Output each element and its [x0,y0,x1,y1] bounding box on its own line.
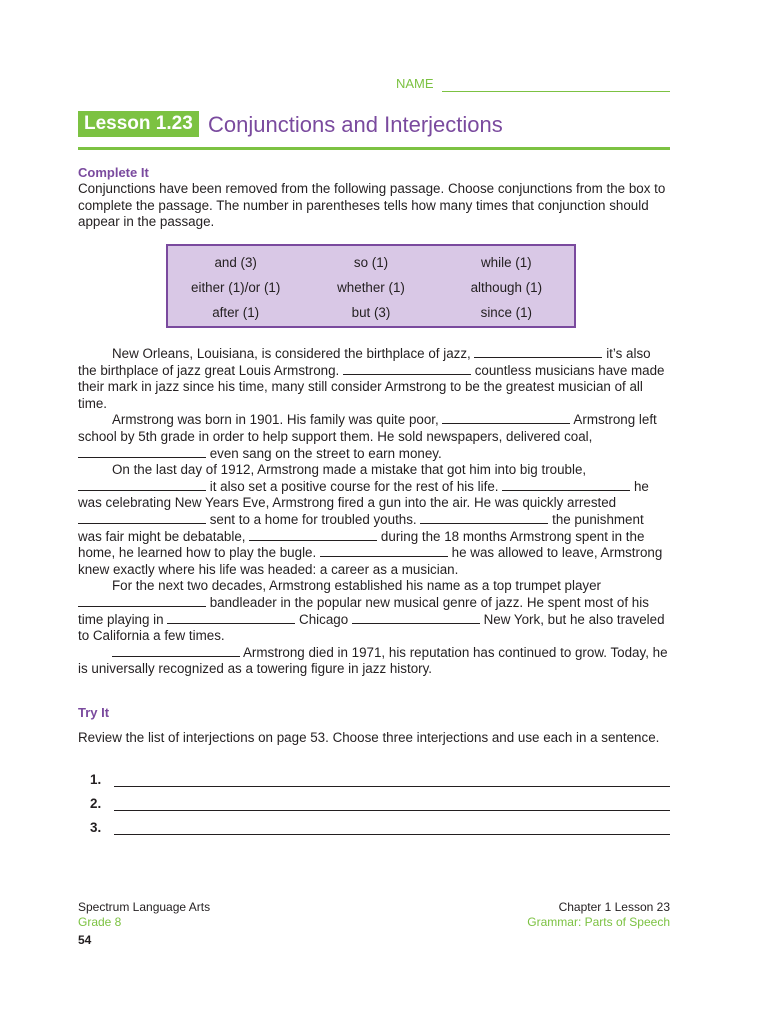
passage-text: Armstrong was born in 1901. His family was quite poor, [112,412,443,428]
sentence-answer-line[interactable] [90,820,670,835]
item-number: 2. [90,796,102,811]
passage-text: Chicago [295,611,352,627]
answer-blank[interactable] [352,612,480,624]
word-box-item: since (1) [480,305,532,320]
answer-blank[interactable] [502,479,630,491]
word-box-row [168,275,574,300]
answer-blank[interactable] [78,479,206,491]
footer-left [78,900,210,930]
passage-text: countless musicians have made their mark in jazz since his time, many still consider Armstrong to be the greatest musician of all time. [78,362,665,411]
answer-blank[interactable] [343,363,471,375]
grade-label: Grade 8 [78,915,122,929]
lesson-title: Conjunctions and Interjections [208,112,503,137]
passage-text: For the next two decades, Armstrong established his name as a top trumpet player [112,578,602,594]
word-box-item: after (1) [212,305,260,320]
answer-blank[interactable] [112,645,240,657]
item-number: 1. [90,772,102,787]
passage-text: On the last day of 1912, Armstrong made a mistake that got him into big trouble, [112,462,587,478]
passage-paragraph [78,412,670,462]
answer-blank[interactable] [249,529,377,541]
passage-text: it’s also the birthplace of jazz great Louis Armstrong. [78,346,651,378]
word-box-row [168,250,574,275]
topic-label: Grammar: Parts of Speech [527,915,670,929]
answer-line[interactable] [114,774,670,787]
passage-paragraph [78,578,670,644]
passage-text: even sang on the street to earn money. [206,445,442,461]
footer-right [527,900,670,930]
word-box-item: whether (1) [337,280,405,295]
name-line[interactable] [442,91,670,92]
passage-text: New York, but he also traveled to California a few times. [78,611,665,644]
passage-text: Armstrong died in 1971, his reputation has continued to grow. Today, he is universally recognized as a towering figure in jazz history. [78,644,668,677]
passage-text: the punishment was fair might be debatable, [78,511,644,544]
answer-blank[interactable] [78,512,206,524]
answer-blank[interactable] [474,346,602,358]
passage-paragraph [78,346,670,412]
chapter-label: Chapter 1 Lesson 23 [558,900,670,914]
word-box-item: while (1) [481,255,532,270]
passage-text: during the 18 months Armstrong spent in the home, he learned how to play the bugle. [78,528,645,561]
answer-blank[interactable] [320,545,448,557]
passage-text: it also set a positive course for the rest of his life. [206,478,503,494]
passage [78,346,670,678]
answer-line[interactable] [114,798,670,811]
word-box-item: so (1) [353,255,389,270]
book-title: Spectrum Language Arts [78,900,211,914]
answer-blank[interactable] [78,446,206,458]
title-rule [78,147,670,150]
passage-paragraph [78,462,670,578]
sentence-answer-line[interactable] [90,772,670,787]
word-box-item: either (1)/or (1) [191,280,281,295]
word-box-row [168,300,574,325]
name-label: NAME [396,76,434,91]
word-box-item: although (1) [470,280,543,295]
word-box-item: but (3) [351,305,391,320]
passage-text: he was allowed to leave, Armstrong knew exactly where his life was headed: a career as a musician. [78,545,663,577]
try-it-instructions: Review the list of interjections on page 53. Choose three interjections and use each in a sentence. [78,730,660,745]
try-it-heading: Try It [78,705,110,720]
sentence-answer-line[interactable] [90,796,670,811]
answer-line[interactable] [114,822,670,835]
answer-blank[interactable] [442,412,570,424]
passage-text: he was celebrating New Years Eve, Armstrong fired a gun into the air. He was quickly arrested [78,478,649,511]
passage-text: bandleader in the popular new musical genre of jazz. He spent most of his time playing in [78,594,649,627]
complete-it-instructions: Conjunctions have been removed from the following passage. Choose conjunctions from the box to complete the passage. The number in parentheses tells how many times that conjunction should appear in the passage. [78,181,666,230]
lesson-badge: Lesson 1.23 [78,111,199,137]
passage-paragraph [78,645,670,678]
passage-text: Armstrong left school by 5th grade in order to help support them. He sold newspapers, delivered coal, [78,412,657,444]
page-number: 54 [78,933,92,947]
word-box [166,244,576,328]
passage-text: sent to a home for troubled youths. [206,511,421,527]
answer-blank[interactable] [78,595,206,607]
answer-blank[interactable] [167,612,295,624]
answer-blank[interactable] [420,512,548,524]
word-box-item: and (3) [214,255,257,270]
complete-it-heading: Complete It [78,165,149,180]
passage-text: New Orleans, Louisiana, is considered the birthplace of jazz, [112,346,475,361]
item-number: 3. [90,820,102,835]
